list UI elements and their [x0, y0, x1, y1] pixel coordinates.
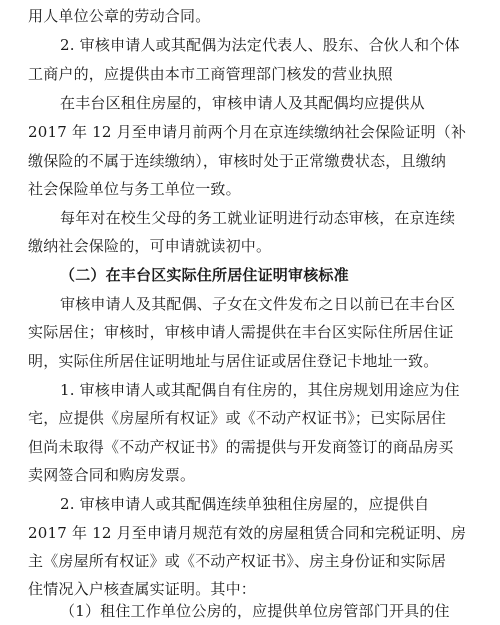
text-line: 宅，应提供《房屋所有权证》或《不动产权证书》；已实际居住 [28, 409, 447, 427]
text-line: 2017 年 12 月至申请月前两个月在京连续缴纳社会保险证明（补 [28, 123, 467, 141]
text-line: （1）租住工作单位公房的，应提供单位房管部门开具的住 [60, 602, 450, 620]
text-line: 工商户的，应提供由本市工商管理部门核发的营业执照 [28, 65, 393, 83]
text-line: 实际居住；审核时，审核申请人需提供在丰台区实际住所居住证 [28, 323, 454, 341]
text-line: 每年对在校生父母的务工就业证明进行动态审核，在京连续 [60, 209, 456, 227]
text-line: 社会保险单位与务工单位一致。 [28, 180, 241, 198]
text-line: 在丰台区租住房屋的，审核申请人及其配偶均应提供从 [60, 94, 425, 112]
text-line: 明，实际住所居住证明地址与居住证或居住登记卡地址一致。 [28, 352, 439, 370]
text-line: 缴纳社会保险的，可申请就读初中。 [28, 237, 272, 255]
text-line: 用人单位公章的劳动合同。 [28, 7, 211, 25]
text-line: 缴保险的不属于连续缴纳），审核时处于正常缴费状态，且缴纳 [28, 152, 447, 170]
text-line: 但尚未取得《不动产权证书》的需提供与开发商签订的商品房买 [28, 438, 454, 456]
text-line: 2. 审核申请人或其配偶为法定代表人、股东、合伙人和个体 [60, 36, 460, 54]
text-line: 主《房屋所有权证》或《不动产权证书》、房主身份证和实际居 [28, 552, 447, 570]
text-line: 2017 年 12 月至申请月规范有效的房屋租赁合同和完税证明、房 [28, 524, 467, 542]
text-line: 卖网签合同和购房发票。 [28, 466, 196, 484]
text-line: 1. 审核申请人或其配偶自有住房的，其住房规划用途应为住 [60, 381, 460, 399]
text-line: 2. 审核申请人或其配偶连续单独租住房屋的，应提供自 [60, 495, 430, 513]
text-line: 住情况入户核查属实证明。其中： [28, 580, 257, 598]
text-line: 审核申请人及其配偶、子女在文件发布之日以前已在丰台区 [60, 295, 456, 313]
section-heading: （二）在丰台区实际住所居住证明审核标准 [60, 266, 349, 284]
